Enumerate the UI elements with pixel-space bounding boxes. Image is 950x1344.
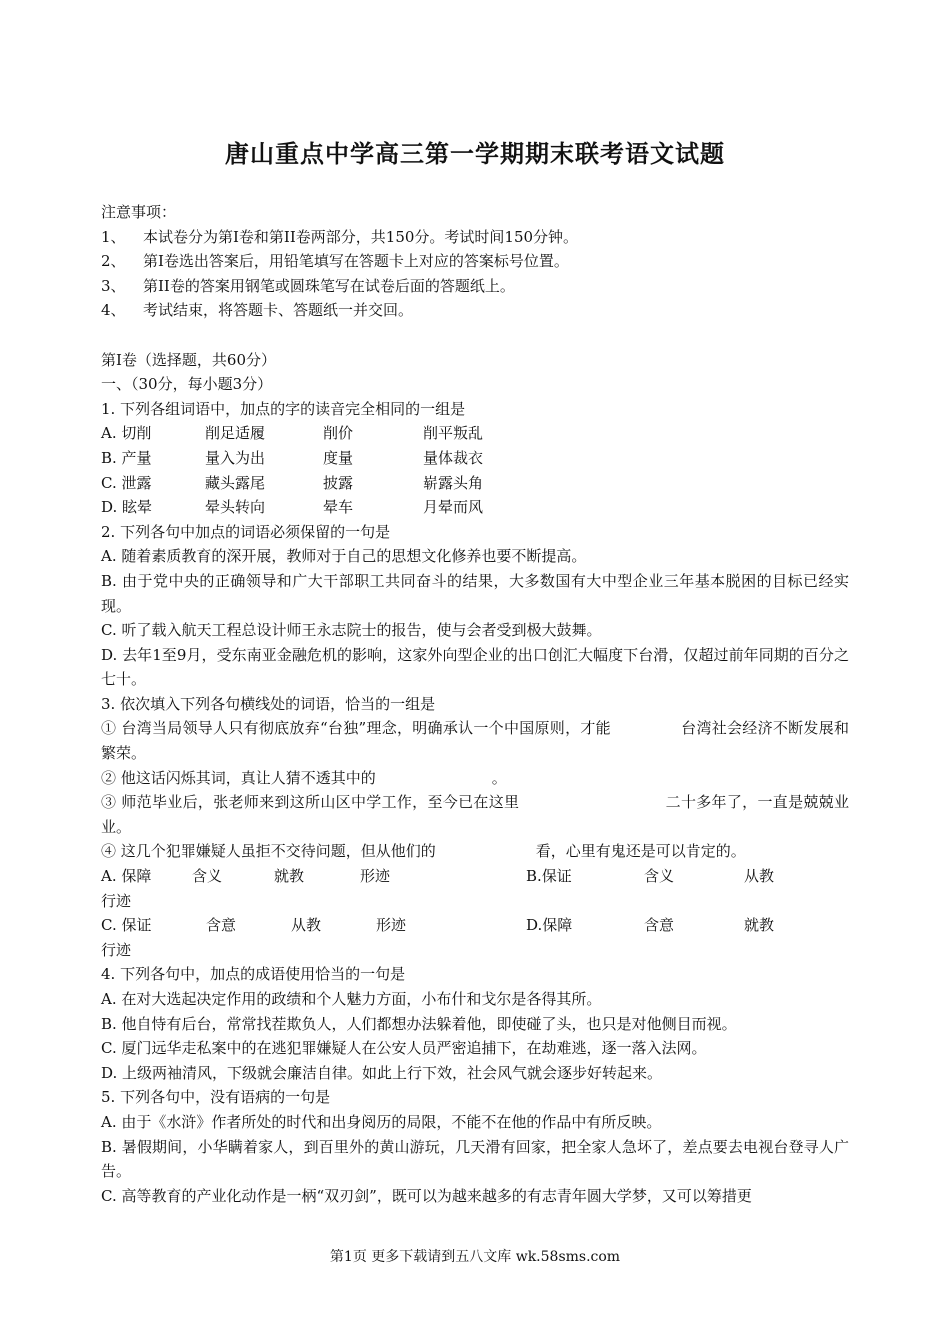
sentence-part: ④ 这几个犯罪嫌疑人虽拒不交待问题，但从他们的 [101, 842, 436, 861]
option-row [101, 421, 849, 446]
option-word: A. 保障 [101, 867, 152, 886]
option-text: A. 在对大选起决定作用的政绩和个人魅力方面，小布什和戈尔是各得其所。 [101, 990, 602, 1008]
option-word: 从教 [291, 916, 322, 935]
question-stem: 2. 下列各句中加点的词语必须保留的一句是 [101, 522, 391, 541]
option-word: 披露 [323, 473, 354, 492]
option-word: 量入为出 [205, 448, 266, 467]
option-row [101, 446, 849, 471]
question-stem: 4. 下列各句中，加点的成语使用恰当的一句是 [101, 965, 406, 984]
page-footer: 第1页 更多下载请到五八文库 wk.58sms.com [329, 1249, 621, 1265]
option-word: 含意 [644, 916, 675, 935]
option-word: 度量 [323, 448, 354, 467]
option-word: 晕车 [323, 498, 354, 517]
option-row [101, 864, 849, 889]
question-stem: 3. 依次填入下列各句横线处的词语，恰当的一组是 [101, 694, 436, 713]
option-text: C. 高等教育的产业化动作是一柄“双刃剑”，既可以为越来越多的有志青年圆大学梦，又可以筹措更 [101, 1186, 752, 1205]
option-word: 从教 [744, 867, 775, 886]
notice-num: 1、 [101, 227, 126, 246]
notice-text: 考试结束，将答题卡、答题纸一并交回。 [143, 301, 414, 320]
section-heading: 第I卷（选择题，共60分） [101, 350, 277, 369]
sentence-part: 二十多年了，一直是兢兢业业。 [101, 793, 849, 836]
option-text: A. 由于《水浒》作者所处的时代和出身阅历的局限，不能不在他的作品中有所反映。 [101, 1112, 662, 1131]
option-text: A. 随着素质教育的深开展，教师对于自己的思想文化修养也要不断提高。 [101, 547, 587, 566]
notice-text: 第II卷的答案用钢笔或圆珠笔写在试卷后面的答题纸上。 [143, 276, 515, 295]
option-word: C. 泄露 [101, 473, 152, 492]
notice-num: 2、 [101, 252, 126, 271]
option-row [101, 471, 849, 496]
option-word: 量体裁衣 [423, 448, 484, 467]
option-word: 含意 [206, 916, 237, 935]
option-text: D. 去年1至9月，受东南亚金融危机的影响，这家外向型企业的出口创汇大幅度下台滑，仅超过前年同期的百分之七十。 [101, 645, 849, 689]
option-word: 藏头露尾 [205, 473, 266, 492]
option-row [101, 495, 849, 520]
option-word: 就教 [274, 867, 305, 886]
notice-item [101, 274, 849, 299]
option-text: B. 他自恃有后台，常常找茬欺负人，人们都想办法躲着他，即使碰了头，也只是对他侧目而视。 [101, 1014, 737, 1033]
notice-heading: 注意事项： [101, 203, 177, 221]
notice-item [101, 225, 849, 250]
sentence-part: ③ 师范毕业后，张老师来到这所山区中学工作，至今已在这里 [101, 793, 520, 812]
question-stem: 1. 下列各组词语中，加点的字的读音完全相同的一组是 [101, 399, 466, 418]
question-stem: 5. 下列各句中，没有语病的一句是 [101, 1088, 331, 1107]
notice-item [101, 249, 849, 274]
fill-sentence [101, 790, 849, 839]
option-word: 削足适履 [205, 424, 266, 443]
option-word: 削平叛乱 [423, 424, 484, 443]
option-word: 形迹 [376, 916, 407, 935]
option-word: 削价 [323, 424, 354, 443]
sentence-part: 台湾社会经济不断发展和繁荣。 [101, 719, 849, 763]
option-word: B. 产量 [101, 448, 152, 467]
option-text: C. 厦门远华走私案中的在逃犯罪嫌疑人在公安人员严密追捕下，在劫难逃，逐一落入法网。 [101, 1039, 707, 1058]
exam-body [101, 200, 849, 1208]
option-word: B.保证 [526, 867, 572, 886]
option-text: D. 上级两袖清风，下级就会廉洁自律。如此上行下效，社会风气就会逐步好转起来。 [101, 1063, 663, 1082]
fill-sentence [101, 766, 849, 791]
option-word: 含义 [192, 867, 223, 886]
page-title: 唐山重点中学高三第一学期期末联考语文试题 [225, 139, 725, 168]
notice-text: 本试卷分为第I卷和第II卷两部分，共150分。考试时间150分钟。 [143, 227, 579, 246]
option-text: B. 暑假期间，小华瞒着家人，到百里外的黄山游玩，几天滑有回家，把全家人急坏了，差点要去电视台登寻人广告。 [101, 1137, 849, 1181]
option-word: A. 切削 [101, 424, 152, 443]
notice-num: 4、 [101, 301, 126, 320]
option-word: 月晕而风 [423, 498, 484, 517]
option-row [101, 913, 849, 938]
option-word: 行迹 [101, 891, 132, 910]
option-word: 含义 [644, 867, 675, 886]
fill-sentence [101, 716, 849, 765]
option-text: C. 听了载入航天工程总设计师王永志院士的报告，使与会者受到极大鼓舞。 [101, 621, 602, 640]
sentence-part: ① 台湾当局领导人只有彻底放弃“台独”理念，明确承认一个中国原则，才能 [101, 719, 611, 738]
notice-text: 第I卷选出答案后，用铅笔填写在答题卡上对应的答案标号位置。 [143, 252, 569, 271]
option-word: C. 保证 [101, 916, 152, 935]
option-word: 行迹 [101, 940, 132, 959]
option-word: D. 眩晕 [101, 498, 153, 517]
option-word: 晕头转向 [205, 498, 266, 517]
part-heading: 一、（30分，每小题3分） [101, 375, 273, 394]
sentence-part: ② 他这话闪烁其词，真让人猜不透其中的 [101, 768, 376, 787]
notice-num: 3、 [101, 276, 126, 295]
option-word: 就教 [744, 916, 775, 935]
option-word: D.保障 [526, 916, 573, 935]
sentence-part: 看，心里有鬼还是可以肯定的。 [535, 842, 746, 861]
option-word: 形迹 [360, 867, 391, 886]
option-text: B. 由于党中央的正确领导和广大干部职工共同奋斗的结果，大多数国有大中型企业三年基本脱困的目标已经实现。 [101, 571, 849, 615]
sentence-part: 。 [491, 768, 507, 787]
option-word: 崭露头角 [423, 473, 484, 492]
notice-item [101, 298, 849, 323]
fill-sentence [101, 839, 849, 864]
